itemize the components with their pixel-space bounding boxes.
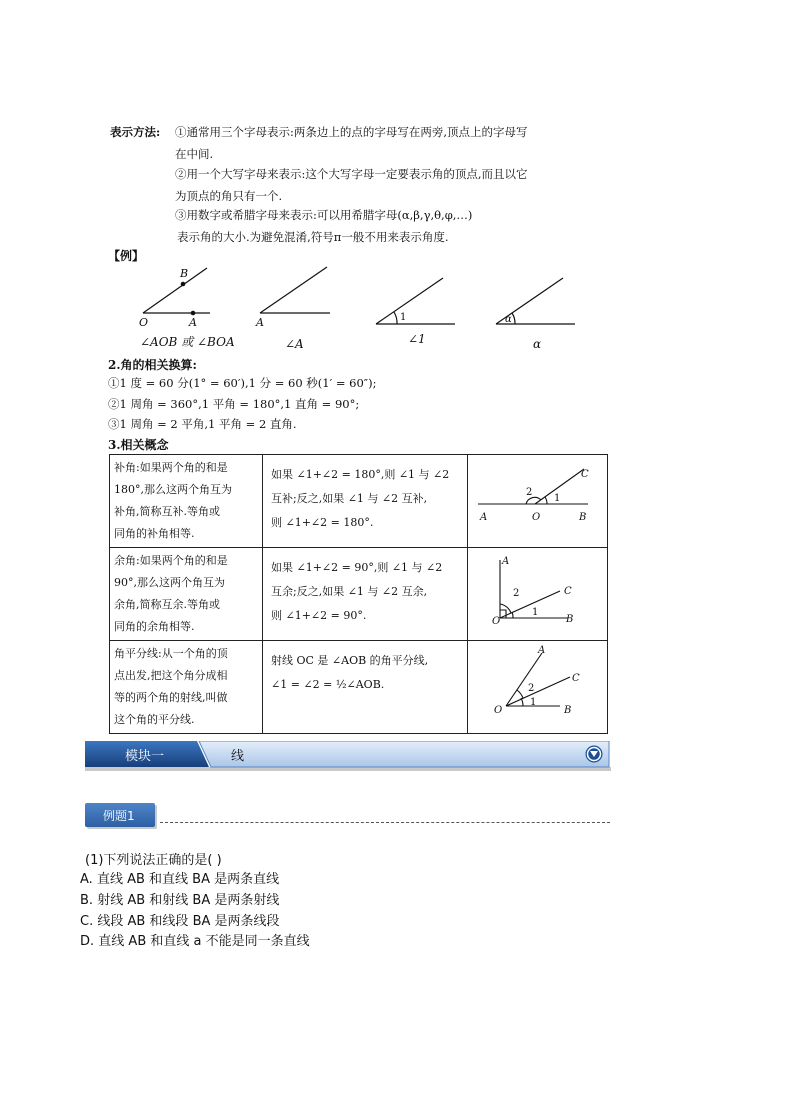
label-2: 2	[526, 487, 533, 498]
fig1-label-o: O	[139, 316, 149, 329]
def-line: 90°,那么这两个角互为	[114, 576, 225, 589]
option-letter: B.	[80, 893, 94, 908]
option-a[interactable]	[80, 868, 279, 887]
bisector-formula	[263, 641, 468, 734]
module-banner	[85, 741, 611, 771]
def-line: 180°,那么这两个角互为	[114, 483, 232, 496]
example-badge-label: 例题1	[103, 809, 135, 823]
conversion-line-2: ②1 周角 = 360°,1 平角 = 180°,1 直角 = 90°;	[108, 397, 360, 411]
label-2: 2	[513, 588, 520, 599]
label-c: C	[581, 469, 589, 480]
label-o: O	[532, 512, 541, 523]
angle-examples-figure	[110, 262, 620, 357]
rep-line-6: 表示角的大小.为避免混淆,符号π一般不用来表示角度.	[177, 230, 449, 244]
formula-line: 互余;反之,如果 ∠1 与 ∠2 互余,	[271, 585, 428, 598]
conversion-line-3: ③1 周角 = 2 平角,1 平角 = 2 直角.	[108, 417, 297, 431]
fig4-angle-label: α	[505, 314, 512, 325]
def-line: 余角,简称互余.等角或	[114, 598, 220, 611]
fig1-label-b: B	[180, 267, 189, 280]
rep-line-4: 为顶点的角只有一个.	[175, 189, 283, 203]
complementary-definition	[110, 548, 263, 641]
def-line: 余角:如果两个角的和是	[114, 554, 228, 567]
label-b: B	[564, 705, 572, 716]
label-a: A	[538, 645, 546, 656]
def-line: 补角:如果两个角的和是	[114, 461, 228, 474]
supplementary-definition	[110, 455, 263, 548]
supplementary-angle-diagram	[468, 455, 607, 535]
rep-line-3: ②用一个大写字母来表示:这个大写字母一定要表示角的顶点,而且以它	[175, 167, 528, 181]
label-1: 1	[532, 607, 539, 618]
label-o: O	[494, 705, 503, 716]
label-2: 2	[528, 683, 535, 694]
label-1: 1	[530, 697, 537, 708]
chevron-down-icon[interactable]	[583, 743, 605, 765]
def-line: 等的两个角的射线,叫做	[114, 691, 228, 704]
concepts-heading: 3.相关概念	[108, 438, 169, 452]
fig3-caption: ∠1	[408, 332, 426, 346]
example-badge	[85, 803, 155, 827]
table-row	[110, 455, 608, 548]
option-letter: C.	[80, 914, 94, 929]
option-letter: D.	[80, 934, 95, 949]
dashed-divider	[160, 822, 610, 823]
fig4-caption: α	[533, 337, 542, 351]
rep-line-2: 在中间.	[175, 147, 214, 161]
conversion-line-1: ①1 度 = 60 分(1° = 60′),1 分 = 60 秒(1′ = 60″);	[108, 376, 377, 390]
fig2-caption: ∠A	[285, 337, 304, 351]
module-tab-label: 模块一	[125, 749, 165, 764]
label-1: 1	[554, 493, 561, 504]
label-c: C	[564, 586, 572, 597]
formula-line: 如果 ∠1+∠2 = 90°,则 ∠1 与 ∠2	[271, 561, 443, 574]
option-text: 线段 AB 和线段 BA 是两条线段	[97, 914, 280, 929]
supplementary-formula	[263, 455, 468, 548]
label-b: B	[579, 512, 587, 523]
fig2-label-a: A	[256, 316, 264, 329]
label-a: A	[480, 512, 488, 523]
rep-line-1: ①通常用三个字母表示:两条边上的点的字母写在两旁,顶点上的字母写	[175, 125, 528, 139]
def-line: 补角,简称互补.等角或	[114, 505, 220, 518]
label-a: A	[502, 556, 510, 567]
def-line: 这个角的平分线.	[114, 713, 195, 726]
def-line: 角平分线:从一个角的顶	[114, 647, 228, 660]
bisector-angle-diagram	[468, 641, 607, 721]
question-stem: (1)下列说法正确的是( )	[85, 853, 222, 868]
bisector-definition	[110, 641, 263, 734]
def-line: 同角的补角相等.	[114, 527, 195, 540]
formula-line: 互补;反之,如果 ∠1 与 ∠2 互补,	[271, 492, 428, 505]
concepts-table	[109, 454, 608, 734]
def-line: 点出发,把这个角分成相	[114, 669, 228, 682]
def-line: 同角的余角相等.	[114, 620, 195, 633]
option-text: 直线 AB 和直线 BA 是两条直线	[96, 872, 280, 887]
table-row	[110, 641, 608, 734]
option-b[interactable]	[80, 889, 279, 908]
representation-label: 表示方法:	[110, 125, 161, 139]
module-title: 线	[231, 749, 245, 764]
option-text: 射线 AB 和射线 BA 是两条射线	[97, 893, 280, 908]
formula-line: 如果 ∠1+∠2 = 180°,则 ∠1 与 ∠2	[271, 468, 450, 481]
complementary-figure	[468, 548, 608, 641]
label-c: C	[572, 673, 580, 684]
fig3-angle-label: 1	[400, 312, 407, 323]
complementary-angle-diagram	[468, 548, 607, 630]
fig1-caption: ∠AOB 或 ∠BOA	[140, 335, 235, 349]
option-d[interactable]	[80, 930, 310, 949]
formula-line: ∠1 = ∠2 = ½∠AOB.	[271, 678, 385, 691]
complementary-formula	[263, 548, 468, 641]
conversion-heading: 2.角的相关换算:	[108, 358, 197, 372]
bisector-figure	[468, 641, 608, 734]
formula-line: 则 ∠1+∠2 = 180°.	[271, 516, 374, 529]
label-b: B	[566, 614, 574, 625]
option-letter: A.	[80, 872, 93, 887]
option-text: 直线 AB 和直线 a 不能是同一条直线	[98, 934, 310, 949]
label-o: O	[492, 616, 501, 627]
formula-line: 射线 OC 是 ∠AOB 的角平分线,	[271, 654, 429, 667]
option-c[interactable]	[80, 910, 280, 929]
table-row	[110, 548, 608, 641]
supplementary-figure	[468, 455, 608, 548]
fig1-label-a: A	[189, 316, 197, 329]
formula-line: 则 ∠1+∠2 = 90°.	[271, 609, 367, 622]
rep-line-5: ③用数字或希腊字母来表示:可以用希腊字母(α,β,γ,θ,φ,…)	[175, 208, 473, 222]
example-label: 【例】	[108, 249, 145, 263]
